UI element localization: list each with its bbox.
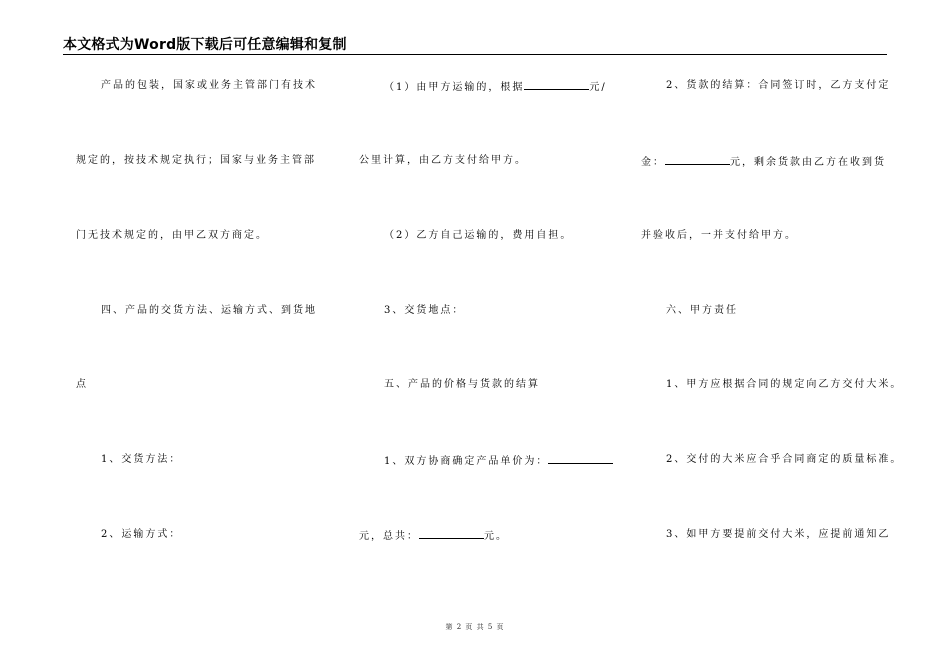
line-text: 1、甲方应根据合同的规定向乙方交付大米。 — [666, 379, 903, 390]
paragraph-line — [384, 454, 613, 468]
paragraph-line — [101, 80, 317, 92]
line-text-after-blank: 元/ — [589, 82, 607, 93]
line-text: 3、交货地点： — [384, 305, 465, 316]
paragraph-line — [76, 379, 88, 391]
line-text-before-blank: 元，总共： — [359, 531, 419, 542]
line-text: 六、甲方责任 — [666, 305, 738, 316]
paragraph-line — [384, 80, 607, 94]
line-text: 规定的，按技术规定执行；国家与业务主管部 — [76, 155, 316, 166]
paragraph-line — [101, 305, 317, 317]
paragraph-line — [359, 529, 508, 543]
line-text: （2）乙方自己运输的，费用自担。 — [384, 230, 573, 241]
paragraph-line — [666, 454, 902, 466]
page-number: 第 2 页 共 5 页 — [445, 623, 505, 631]
line-text: 五、产品的价格与货款的结算 — [384, 379, 540, 390]
line-text-before-blank: 1、双方协商确定产品单价为： — [384, 456, 549, 467]
header-divider — [63, 54, 887, 55]
paragraph-line — [666, 529, 890, 541]
line-text: 并验收后，一并支付给甲方。 — [641, 230, 797, 241]
line-text: 点 — [76, 379, 88, 390]
line-text: 1、交货方法： — [101, 454, 182, 465]
line-text-before-blank: 金： — [641, 157, 665, 168]
line-text: 公里计算，由乙方支付给甲方。 — [359, 155, 527, 166]
line-text-after-blank: 元。 — [484, 531, 508, 542]
fill-in-blank-line — [665, 155, 730, 165]
paragraph-line — [666, 379, 902, 391]
document-header-title: 本文格式为Word版下载后可任意编辑和复制 — [63, 37, 347, 53]
line-text: 2、运输方式： — [101, 529, 182, 540]
fill-in-blank-line — [419, 529, 484, 539]
line-text: 3、如甲方要提前交付大米，应提前通知乙 — [666, 529, 891, 540]
fill-in-blank-line — [524, 80, 589, 90]
line-text: 产品的包装，国家或业务主管部门有技术 — [101, 80, 317, 91]
paragraph-line — [359, 155, 527, 167]
line-text: 2、货款的结算：合同签订时，乙方支付定 — [666, 80, 891, 91]
paragraph-line — [76, 230, 268, 242]
paragraph-line — [101, 529, 181, 541]
paragraph-line — [101, 454, 181, 466]
paragraph-line — [666, 80, 890, 92]
fill-in-blank-line — [548, 454, 613, 464]
line-text-before-blank: （1）由甲方运输的，根据 — [384, 82, 525, 93]
line-text-after-blank: 元，剩余货款由乙方在收到货 — [730, 157, 886, 168]
paragraph-line — [641, 155, 886, 169]
paragraph-line — [666, 305, 738, 317]
line-text: 四、产品的交货方法、运输方式、到货地 — [101, 305, 317, 316]
line-text: 2、交付的大米应合乎合同商定的质量标准。 — [666, 454, 903, 465]
paragraph-line — [384, 305, 464, 317]
paragraph-line — [384, 379, 540, 391]
paragraph-line — [76, 155, 316, 167]
paragraph-line — [384, 230, 572, 242]
line-text: 门无技术规定的，由甲乙双方商定。 — [76, 230, 268, 241]
paragraph-line — [641, 230, 797, 242]
